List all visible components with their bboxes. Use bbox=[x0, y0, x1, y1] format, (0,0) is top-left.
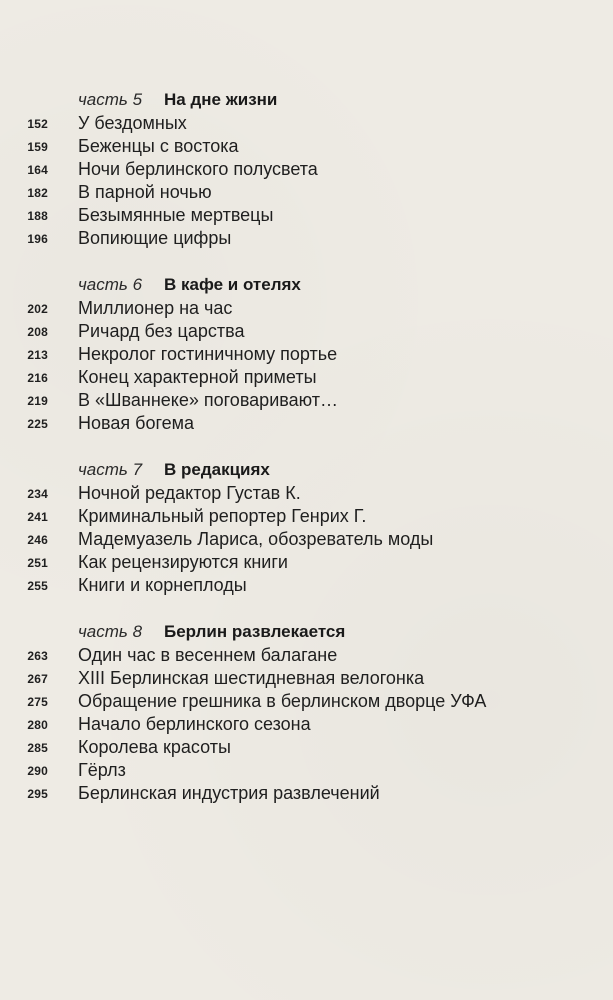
entry-page-number: 275 bbox=[27, 694, 48, 709]
toc-entry bbox=[0, 713, 613, 736]
entry-page-number: 246 bbox=[27, 532, 48, 547]
entry-title: Новая богема bbox=[78, 413, 195, 433]
entry-title: Обращение грешника в берлинском дворце УФА bbox=[78, 691, 487, 711]
toc-entry bbox=[0, 412, 613, 435]
toc-entry bbox=[0, 112, 613, 135]
toc-entry bbox=[0, 343, 613, 366]
entry-page-number: 285 bbox=[27, 740, 48, 755]
entry-page-number: 213 bbox=[27, 347, 48, 362]
part-header bbox=[78, 620, 345, 644]
entry-page-number: 219 bbox=[27, 393, 48, 408]
entry-page-number: 290 bbox=[27, 763, 48, 778]
part-header bbox=[78, 273, 301, 297]
entry-page-number: 241 bbox=[27, 509, 48, 524]
entry-page-number: 216 bbox=[27, 370, 48, 385]
entry-title: Берлинская индустрия развлечений bbox=[78, 783, 380, 803]
entry-page-number: 251 bbox=[27, 555, 48, 570]
entry-title: Миллионер на час bbox=[78, 298, 233, 318]
entry-page-number: 164 bbox=[27, 162, 48, 177]
entry-title: Конец характерной приметы bbox=[78, 367, 317, 387]
entry-title: В парной ночью bbox=[78, 182, 212, 202]
entry-page-number: 295 bbox=[27, 786, 48, 801]
entry-title: Безымянные мертвецы bbox=[78, 205, 274, 225]
toc-entry bbox=[0, 135, 613, 158]
toc-entry bbox=[0, 759, 613, 782]
toc-entry bbox=[0, 366, 613, 389]
entry-title: Мадемуазель Лариса, обозреватель моды bbox=[78, 529, 434, 549]
entry-title: У бездомных bbox=[78, 113, 187, 133]
toc-entry bbox=[0, 158, 613, 181]
entry-page-number: 202 bbox=[27, 301, 48, 316]
entry-title: Некролог гостиничному портье bbox=[78, 344, 338, 364]
entry-page-number: 152 bbox=[27, 116, 48, 131]
entry-page-number: 188 bbox=[27, 208, 48, 223]
entry-title: Ричард без царства bbox=[78, 321, 245, 341]
toc-entry bbox=[0, 736, 613, 759]
part-title: В редакциях bbox=[164, 460, 270, 479]
part-title: На дне жизни bbox=[164, 90, 278, 109]
entry-title: Книги и корнеплоды bbox=[78, 575, 247, 595]
entry-title: Вопиющие цифры bbox=[78, 228, 232, 248]
entry-title: Королева красоты bbox=[78, 737, 231, 757]
toc-entry bbox=[0, 551, 613, 574]
entry-page-number: 255 bbox=[27, 578, 48, 593]
part-label: часть 8 bbox=[78, 622, 143, 641]
part-header bbox=[78, 458, 270, 482]
entry-page-number: 208 bbox=[27, 324, 48, 339]
entry-page-number: 196 bbox=[27, 231, 48, 246]
entry-title: Беженцы с востока bbox=[78, 136, 239, 156]
toc-entry bbox=[0, 690, 613, 713]
entry-title: Криминальный репортер Генрих Г. bbox=[78, 506, 367, 526]
part-header bbox=[78, 88, 277, 112]
toc-entry bbox=[0, 181, 613, 204]
toc-entry bbox=[0, 297, 613, 320]
entry-page-number: 159 bbox=[27, 139, 48, 154]
entry-page-number: 267 bbox=[27, 671, 48, 686]
part-title: В кафе и отелях bbox=[164, 275, 301, 294]
toc-entry bbox=[0, 528, 613, 551]
entry-title: В «Шваннеке» поговаривают… bbox=[78, 390, 338, 410]
entry-title: Как рецензируются книги bbox=[78, 552, 288, 572]
entry-page-number: 225 bbox=[27, 416, 48, 431]
toc-entry bbox=[0, 782, 613, 805]
entry-page-number: 263 bbox=[27, 648, 48, 663]
entry-title: Ночи берлинского полусвета bbox=[78, 159, 318, 179]
toc-entry bbox=[0, 320, 613, 343]
part-title: Берлин развлекается bbox=[164, 622, 346, 641]
toc-entry bbox=[0, 204, 613, 227]
entry-title: Ночной редактор Густав К. bbox=[78, 483, 301, 503]
toc-entry bbox=[0, 574, 613, 597]
entry-title: Гёрлз bbox=[78, 760, 126, 780]
entry-page-number: 234 bbox=[27, 486, 48, 501]
toc-entry bbox=[0, 482, 613, 505]
toc-entry bbox=[0, 667, 613, 690]
entry-title: Один час в весеннем балагане bbox=[78, 645, 338, 665]
part-label: часть 6 bbox=[78, 275, 143, 294]
toc-entry bbox=[0, 505, 613, 528]
toc-entry bbox=[0, 227, 613, 250]
entry-page-number: 280 bbox=[27, 717, 48, 732]
entry-page-number: 182 bbox=[27, 185, 48, 200]
entry-title: XIII Берлинская шестидневная велогонка bbox=[78, 668, 425, 688]
part-label: часть 5 bbox=[78, 90, 143, 109]
toc-entry bbox=[0, 644, 613, 667]
toc-entry bbox=[0, 389, 613, 412]
entry-title: Начало берлинского сезона bbox=[78, 714, 311, 734]
part-label: часть 7 bbox=[78, 460, 143, 479]
